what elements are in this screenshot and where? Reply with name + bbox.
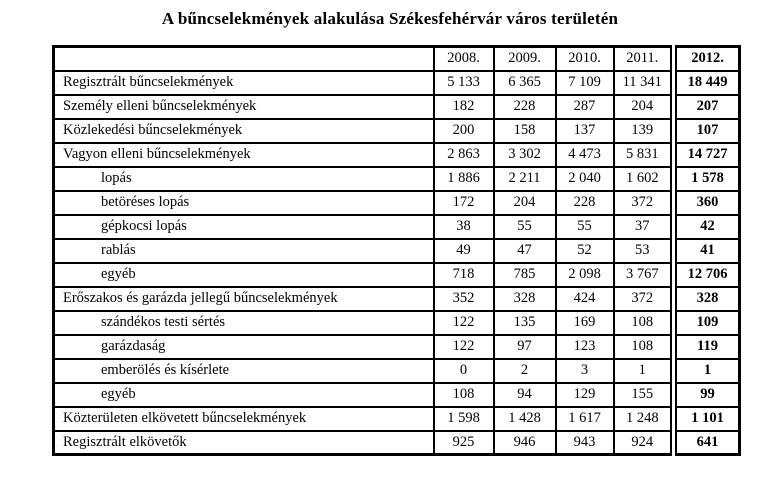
row-label: Vagyon elleni bűncselekmények xyxy=(54,143,434,167)
value-cell: 139 xyxy=(614,119,674,143)
table-row xyxy=(54,95,740,119)
value-cell: 1 602 xyxy=(614,167,674,191)
row-label: garázdaság xyxy=(54,335,434,359)
value-cell: 6 365 xyxy=(494,71,556,95)
value-cell: 137 xyxy=(556,119,614,143)
year-header: 2008. xyxy=(434,47,494,71)
page-title: A bűncselekmények alakulása Székesfehérvár város területén xyxy=(161,9,619,28)
value-cell: 3 767 xyxy=(614,263,674,287)
value-cell: 55 xyxy=(494,215,556,239)
row-label: Közterületen elkövetett bűncselekmények xyxy=(54,407,434,431)
value-cell: 42 xyxy=(674,215,740,239)
row-label: Közlekedési bűncselekmények xyxy=(54,119,434,143)
value-cell: 328 xyxy=(494,287,556,311)
table-row xyxy=(54,383,740,407)
row-label: rablás xyxy=(54,239,434,263)
value-cell: 52 xyxy=(556,239,614,263)
row-label: lopás xyxy=(54,167,434,191)
value-cell: 924 xyxy=(614,431,674,455)
value-cell: 49 xyxy=(434,239,494,263)
year-header: 2009. xyxy=(494,47,556,71)
value-cell: 158 xyxy=(494,119,556,143)
value-cell: 47 xyxy=(494,239,556,263)
crime-stats-table xyxy=(52,45,741,456)
value-cell: 1 578 xyxy=(674,167,740,191)
value-cell: 155 xyxy=(614,383,674,407)
value-cell: 5 831 xyxy=(614,143,674,167)
value-cell: 2 xyxy=(494,359,556,383)
row-label: gépkocsi lopás xyxy=(54,215,434,239)
value-cell: 1 598 xyxy=(434,407,494,431)
value-cell: 1 101 xyxy=(674,407,740,431)
row-label: emberölés és kísérlete xyxy=(54,359,434,383)
value-cell: 172 xyxy=(434,191,494,215)
value-cell: 360 xyxy=(674,191,740,215)
value-cell: 5 133 xyxy=(434,71,494,95)
value-cell: 109 xyxy=(674,311,740,335)
value-cell: 37 xyxy=(614,215,674,239)
value-cell: 122 xyxy=(434,311,494,335)
row-label: betöréses lopás xyxy=(54,191,434,215)
table-row xyxy=(54,239,740,263)
value-cell: 38 xyxy=(434,215,494,239)
table-row xyxy=(54,263,740,287)
value-cell: 122 xyxy=(434,335,494,359)
row-label: egyéb xyxy=(54,263,434,287)
year-header: 2012. xyxy=(674,47,740,71)
row-label: Regisztrált bűncselekmények xyxy=(54,71,434,95)
row-label: Erőszakos és garázda jellegű bűncselekmények xyxy=(54,287,434,311)
corner-cell xyxy=(54,47,434,71)
value-cell: 785 xyxy=(494,263,556,287)
value-cell: 352 xyxy=(434,287,494,311)
row-label: Regisztrált elkövetők xyxy=(54,431,434,455)
value-cell: 97 xyxy=(494,335,556,359)
value-cell: 99 xyxy=(674,383,740,407)
value-cell: 108 xyxy=(614,311,674,335)
value-cell: 108 xyxy=(434,383,494,407)
value-cell: 123 xyxy=(556,335,614,359)
table-row xyxy=(54,431,740,455)
value-cell: 372 xyxy=(614,191,674,215)
table-row xyxy=(54,191,740,215)
table-body xyxy=(54,71,740,455)
row-label: szándékos testi sértés xyxy=(54,311,434,335)
value-cell: 2 863 xyxy=(434,143,494,167)
value-cell: 200 xyxy=(434,119,494,143)
year-header: 2011. xyxy=(614,47,674,71)
value-cell: 169 xyxy=(556,311,614,335)
value-cell: 41 xyxy=(674,239,740,263)
value-cell: 718 xyxy=(434,263,494,287)
value-cell: 94 xyxy=(494,383,556,407)
value-cell: 946 xyxy=(494,431,556,455)
value-cell: 1 617 xyxy=(556,407,614,431)
value-cell: 2 098 xyxy=(556,263,614,287)
value-cell: 7 109 xyxy=(556,71,614,95)
value-cell: 328 xyxy=(674,287,740,311)
value-cell: 129 xyxy=(556,383,614,407)
value-cell: 2 211 xyxy=(494,167,556,191)
table-row xyxy=(54,119,740,143)
value-cell: 108 xyxy=(614,335,674,359)
value-cell: 1 xyxy=(614,359,674,383)
value-cell: 18 449 xyxy=(674,71,740,95)
table-row xyxy=(54,143,740,167)
table-row xyxy=(54,215,740,239)
value-cell: 182 xyxy=(434,95,494,119)
value-cell: 925 xyxy=(434,431,494,455)
value-cell: 1 428 xyxy=(494,407,556,431)
value-cell: 1 248 xyxy=(614,407,674,431)
value-cell: 204 xyxy=(494,191,556,215)
year-header: 2010. xyxy=(556,47,614,71)
value-cell: 1 xyxy=(674,359,740,383)
value-cell: 207 xyxy=(674,95,740,119)
value-cell: 372 xyxy=(614,287,674,311)
value-cell: 135 xyxy=(494,311,556,335)
table-row xyxy=(54,287,740,311)
value-cell: 2 040 xyxy=(556,167,614,191)
value-cell: 943 xyxy=(556,431,614,455)
value-cell: 12 706 xyxy=(674,263,740,287)
table-row xyxy=(54,407,740,431)
value-cell: 1 886 xyxy=(434,167,494,191)
value-cell: 228 xyxy=(556,191,614,215)
row-label: egyéb xyxy=(54,383,434,407)
table-header-row xyxy=(54,47,740,71)
value-cell: 0 xyxy=(434,359,494,383)
value-cell: 55 xyxy=(556,215,614,239)
value-cell: 107 xyxy=(674,119,740,143)
value-cell: 204 xyxy=(614,95,674,119)
value-cell: 3 302 xyxy=(494,143,556,167)
value-cell: 287 xyxy=(556,95,614,119)
row-label: Személy elleni bűncselekmények xyxy=(54,95,434,119)
value-cell: 11 341 xyxy=(614,71,674,95)
value-cell: 14 727 xyxy=(674,143,740,167)
value-cell: 641 xyxy=(674,431,740,455)
table-row xyxy=(54,335,740,359)
value-cell: 53 xyxy=(614,239,674,263)
table-row xyxy=(54,311,740,335)
table-row xyxy=(54,359,740,383)
value-cell: 119 xyxy=(674,335,740,359)
value-cell: 228 xyxy=(494,95,556,119)
value-cell: 424 xyxy=(556,287,614,311)
value-cell: 3 xyxy=(556,359,614,383)
table-row xyxy=(54,167,740,191)
value-cell: 4 473 xyxy=(556,143,614,167)
table-row xyxy=(54,71,740,95)
